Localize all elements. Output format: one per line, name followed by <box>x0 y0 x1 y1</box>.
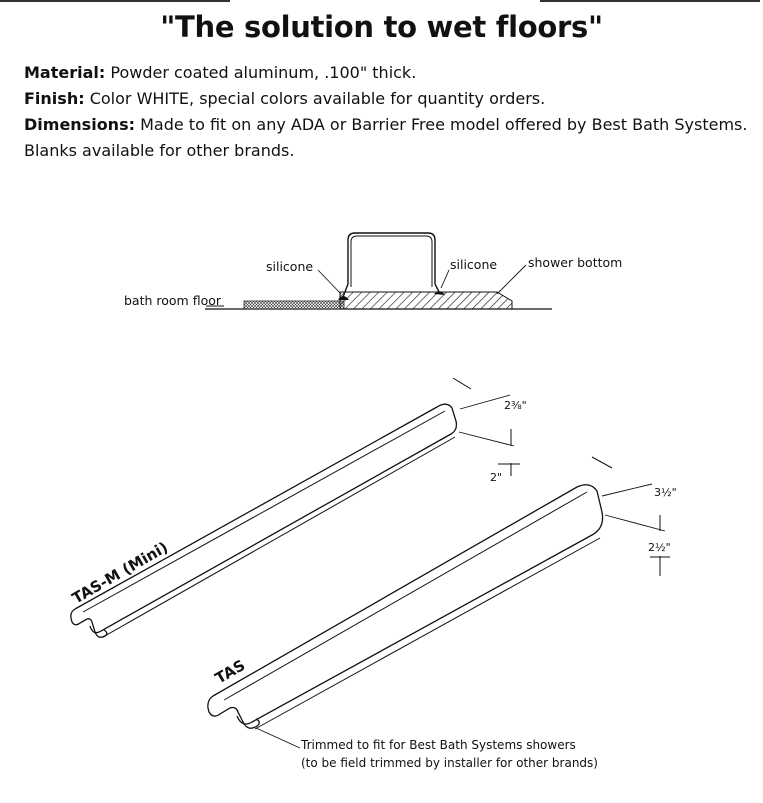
tas-note-leader <box>256 728 300 748</box>
tas-mini-top-edge <box>83 411 445 612</box>
tas-body-outline <box>213 485 603 724</box>
shower-bottom-leader <box>497 265 526 294</box>
floor-label: bath room floor <box>124 293 222 308</box>
shower-bottom-label: shower bottom <box>528 255 623 270</box>
tas-mini-label: TAS-M (Mini) <box>69 538 172 608</box>
tas-mini-width-dim: 2⅜" <box>504 399 527 412</box>
tas-note-line2: (to be field trimmed by installer for other brands) <box>301 756 598 770</box>
dimensions-text: Made to fit on any ADA or Barrier Free model offered by Best Bath Systems. <box>140 115 748 134</box>
shower-base <box>340 292 512 309</box>
silicone-left-leader <box>318 270 341 294</box>
tas-height-ext <box>605 515 665 531</box>
tas-mini-strip <box>69 378 527 637</box>
tas-mini-body-outline <box>75 404 456 632</box>
tas-mini-width-ext-top <box>453 378 471 389</box>
cross-section-diagram <box>124 233 622 309</box>
silicone-left-label: silicone <box>266 259 314 274</box>
tas-width-ext-top <box>592 457 612 468</box>
material-text: Powder coated aluminum, .100" thick. <box>110 63 417 82</box>
finish-label: Finish: <box>24 89 85 108</box>
page-title: "The solution to wet floors" <box>160 10 603 44</box>
tas-width-ext-bottom <box>602 484 652 496</box>
tas-note-line1: Trimmed to fit for Best Bath Systems showers <box>301 738 576 752</box>
tas-mini-height-dim: 2" <box>490 471 503 484</box>
tas-end-profile <box>208 696 259 728</box>
spec-blanks: Blanks available for other brands. <box>24 141 295 160</box>
tas-mini-width-ext-bottom <box>460 395 510 409</box>
tas-label: TAS <box>212 656 249 688</box>
tas-mini-end-profile <box>71 609 107 637</box>
tas-width-dim: 3½" <box>654 486 677 499</box>
tas-height-dim: 2½" <box>648 541 671 554</box>
floor-tile <box>244 301 344 309</box>
threshold-profile <box>343 233 440 297</box>
material-label: Material: <box>24 63 106 82</box>
tas-top-edge <box>224 492 587 700</box>
threshold-inner <box>351 236 432 287</box>
tas-mini-height-ext <box>459 432 514 446</box>
silicone-right-leader <box>441 270 449 288</box>
tas-mini-flange-edge <box>103 437 455 637</box>
dimensions-label: Dimensions: <box>24 115 135 134</box>
silicone-right-label: silicone <box>450 257 498 272</box>
finish-text: Color WHITE, special colors available for quantity orders. <box>89 89 546 108</box>
tas-flange-edge <box>255 538 600 729</box>
